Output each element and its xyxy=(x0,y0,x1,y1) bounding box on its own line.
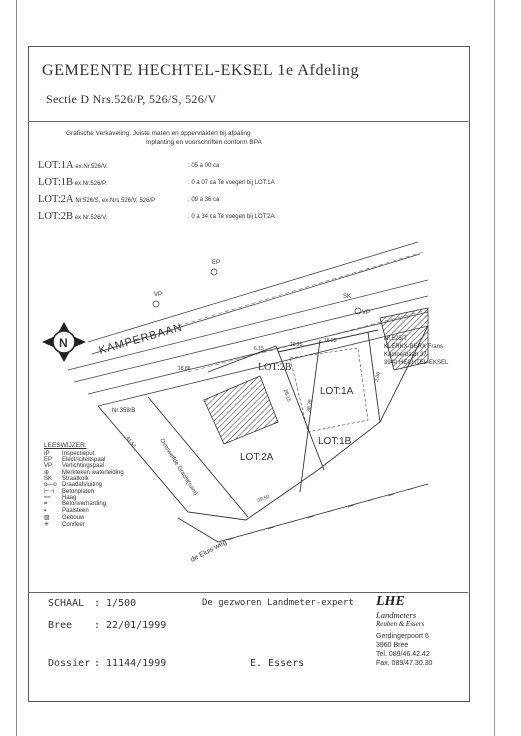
dimension: 41.52 xyxy=(124,435,137,450)
place-label: Bree xyxy=(48,620,73,631)
surveyor-name: E. Essers xyxy=(250,658,305,669)
lot-label: LOT:2B xyxy=(258,362,292,373)
legend-item: VP Verlichtingspaal xyxy=(44,463,105,469)
address-line: Fax. 089/47.30.30 xyxy=(376,660,433,667)
lot-ref: ex.Nr.526/P. xyxy=(74,181,107,187)
legend-item: SK Straatkolk xyxy=(44,476,89,482)
neighbor-east-line: KLERKX-BERX Frans xyxy=(384,344,444,350)
north-label: N xyxy=(59,336,68,350)
lot-row xyxy=(38,160,220,171)
address-line: 3960 Bree xyxy=(376,642,409,649)
lot-label: LOT:1A xyxy=(320,386,354,397)
dimension: 28.15 xyxy=(282,388,292,403)
lot-area: : 05 a 00 ca xyxy=(188,163,220,169)
note-line-2: Inplanting en voorschriften conform BPA xyxy=(146,139,262,146)
lot-code: LOT:1B xyxy=(38,177,74,188)
lot-row xyxy=(38,194,220,205)
lot-ref: ex.Nr.526/V. xyxy=(74,215,108,221)
firm-logo: LHE xyxy=(376,594,405,609)
dimension: 10.25 xyxy=(290,342,303,348)
date-value: : 22/01/1999 xyxy=(94,620,167,631)
lot-area: : 0 a 07 ca Te voegen bij LOT:1A xyxy=(188,180,275,186)
diag-label: Overwelfde Gracht(ruim) xyxy=(158,437,199,497)
lot-area: : 09 a 36 ca xyxy=(188,197,220,203)
address-line: Tel. 089/46.42.42 xyxy=(376,651,430,658)
dimension: 6.15 xyxy=(254,346,264,352)
legend-item: ⊢⊣ Betonplaten xyxy=(44,489,95,495)
lot-area: : 0 a 34 ca Te voegen bij LOT:2A xyxy=(188,214,275,220)
street-name-2: de Eluis weg xyxy=(189,538,228,564)
lot-ref: Nr.526/S, ex.Nrs.526/V, 526/P xyxy=(75,198,156,204)
note-line-1: Grafische Verkaveling: Juiste maten en oppervlakten bij afpaling xyxy=(66,130,251,137)
lot-ref: ex.Nr.526/V. xyxy=(75,164,108,170)
left-margin-line xyxy=(16,0,17,736)
right-margin-line xyxy=(494,0,495,736)
dossier-value: : 11144/1999 xyxy=(94,658,167,669)
neighbor-east-line: Nr.525/T xyxy=(384,336,408,342)
neighbor-east-line: Kamperbaan 37 xyxy=(384,352,427,358)
lot-label: LOT:1B xyxy=(318,436,352,447)
legend-item: ▪ Paalsteen xyxy=(44,508,89,514)
street-name: KAMPERBAAN xyxy=(97,321,184,357)
dimension: 38.78 xyxy=(306,399,314,413)
dimension: 2.00 xyxy=(374,371,382,383)
road-label: SK xyxy=(343,294,352,300)
firm-subtitle: Landmeters xyxy=(376,610,417,620)
dimension: 39.50 xyxy=(256,493,271,504)
surveyor-title: De gezworen Landmeter-expert xyxy=(202,598,354,608)
legend-item: EP Electriciteitspaal xyxy=(44,457,106,463)
dimension: 16.23 xyxy=(324,338,337,344)
legend-item: o—o Draadafsluiting xyxy=(44,482,103,488)
road-label: VP xyxy=(154,292,163,298)
road-label: VP xyxy=(362,310,371,316)
legend-item: IP Inspectieput xyxy=(44,451,95,457)
lot-code: LOT:2B xyxy=(38,211,74,222)
site-plan xyxy=(28,222,468,592)
scale-label: SCHAAL xyxy=(48,598,85,609)
section-numbers: Sectie D Nrs.526/P, 526/S, 526/V xyxy=(46,92,217,106)
dimension: 18.86 xyxy=(178,366,191,372)
firm-address xyxy=(376,632,432,668)
building-existing xyxy=(204,376,278,444)
road-label: EP xyxy=(212,260,221,266)
legend-item: ⊕ Merkteken waterleiding xyxy=(44,470,124,476)
legend-item: ≈≈ Haag xyxy=(44,495,77,501)
neighbor-south: Nr.358/B xyxy=(112,408,136,414)
firm-names: Reuben & Essers xyxy=(376,620,425,628)
lot-row xyxy=(38,211,275,222)
legend-title: LEESWIJZER: xyxy=(44,442,87,449)
legend-item: ▨ Gebouw xyxy=(44,515,85,521)
legend-item: ✳ Conifeer xyxy=(44,522,85,528)
header-divider xyxy=(28,121,468,122)
lot-label: LOT:2A xyxy=(240,452,274,463)
legend xyxy=(44,442,164,528)
lot-code: LOT:1A xyxy=(38,160,74,171)
municipality-title: GEMEENTE HECHTEL-EKSEL 1e Afdeling xyxy=(42,62,360,79)
legend-item: ⌗ Betonverharding xyxy=(44,501,107,507)
scale-value: : 1/500 xyxy=(94,598,137,609)
north-arrow xyxy=(42,322,86,362)
lot-row xyxy=(38,177,275,188)
lot-code: LOT:2A xyxy=(38,194,74,205)
neighbor-east-line: 3940 HECHTEL-EKSEL xyxy=(384,360,449,366)
footer-divider xyxy=(28,592,468,593)
dossier-label: Dossier xyxy=(48,658,91,669)
address-line: Gerdingerpoort 6 xyxy=(376,633,429,640)
